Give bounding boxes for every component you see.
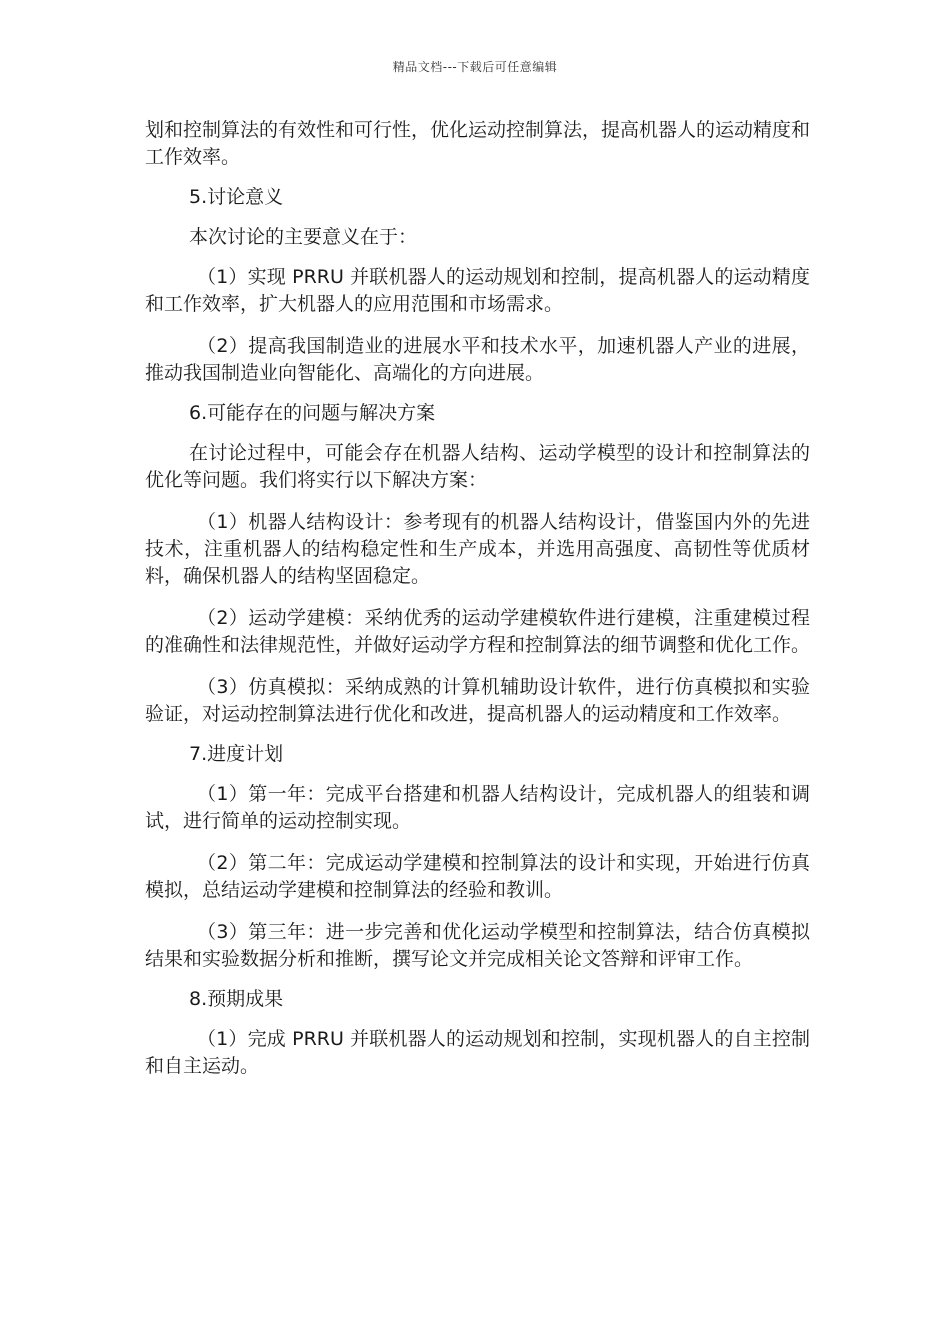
list-item-significance-2: （2）提高我国制造业的进展水平和技术水平，加速机器人产业的进展，推动我国制造业向智能化、高端化的方向进展。 xyxy=(145,335,810,384)
paragraph-continuation: 划和控制算法的有效性和可行性，优化运动控制算法，提高机器人的运动精度和工作效率。 xyxy=(145,119,811,168)
paragraph-intro: 本次讨论的主要意义在于： xyxy=(189,226,418,248)
list-item-significance-1: （1）实现 PRRU 并联机器人的运动规划和控制，提高机器人的运动精度和工作效率，扩大机器人的应用范围和市场需求。 xyxy=(145,266,810,315)
section-heading-7: 7.进度计划 xyxy=(189,743,284,765)
list-item-schedule-2: （2）第二年：完成运动学建模和控制算法的设计和实现，开始进行仿真模拟，总结运动学建模和控制算法的经验和教训。 xyxy=(145,852,810,901)
list-item-solution-1: （1）机器人结构设计：参考现有的机器人结构设计，借鉴国内外的先进技术，注重机器人的结构稳定性和生产成本，并选用高强度、高韧性等优质材料，确保机器人的结构坚固稳定。 xyxy=(145,511,810,587)
section-heading-8: 8.预期成果 xyxy=(189,988,284,1010)
list-item-solution-3: （3）仿真模拟：采纳成熟的计算机辅助设计软件，进行仿真模拟和实验验证，对运动控制算法进行优化和改进，提高机器人的运动精度和工作效率。 xyxy=(145,676,810,725)
section-heading-6: 6.可能存在的问题与解决方案 xyxy=(189,402,436,424)
list-item-outcome-1: （1）完成 PRRU 并联机器人的运动规划和控制，实现机器人的自主控制和自主运动。 xyxy=(145,1028,810,1077)
list-item-schedule-3: （3）第三年：进一步完善和优化运动学模型和控制算法，结合仿真模拟结果和实验数据分析和推断，撰写论文并完成相关论文答辩和评审工作。 xyxy=(145,921,810,970)
list-item-schedule-1: （1）第一年：完成平台搭建和机器人结构设计，完成机器人的组装和调试，进行简单的运动控制实现。 xyxy=(145,783,810,832)
section-heading-5: 5.讨论意义 xyxy=(189,186,284,208)
list-item-solution-2: （2）运动学建模：采纳优秀的运动学建模软件进行建模，注重建模过程的准确性和法律规范性，并做好运动学方程和控制算法的细节调整和优化工作。 xyxy=(145,607,811,656)
page-header: 精品文档---下载后可任意编辑 xyxy=(392,60,558,74)
document-body xyxy=(145,117,810,1080)
paragraph-problems: 在讨论过程中，可能会存在机器人结构、运动学模型的设计和控制算法的优化等问题。我们将实行以下解决方案： xyxy=(145,442,810,491)
